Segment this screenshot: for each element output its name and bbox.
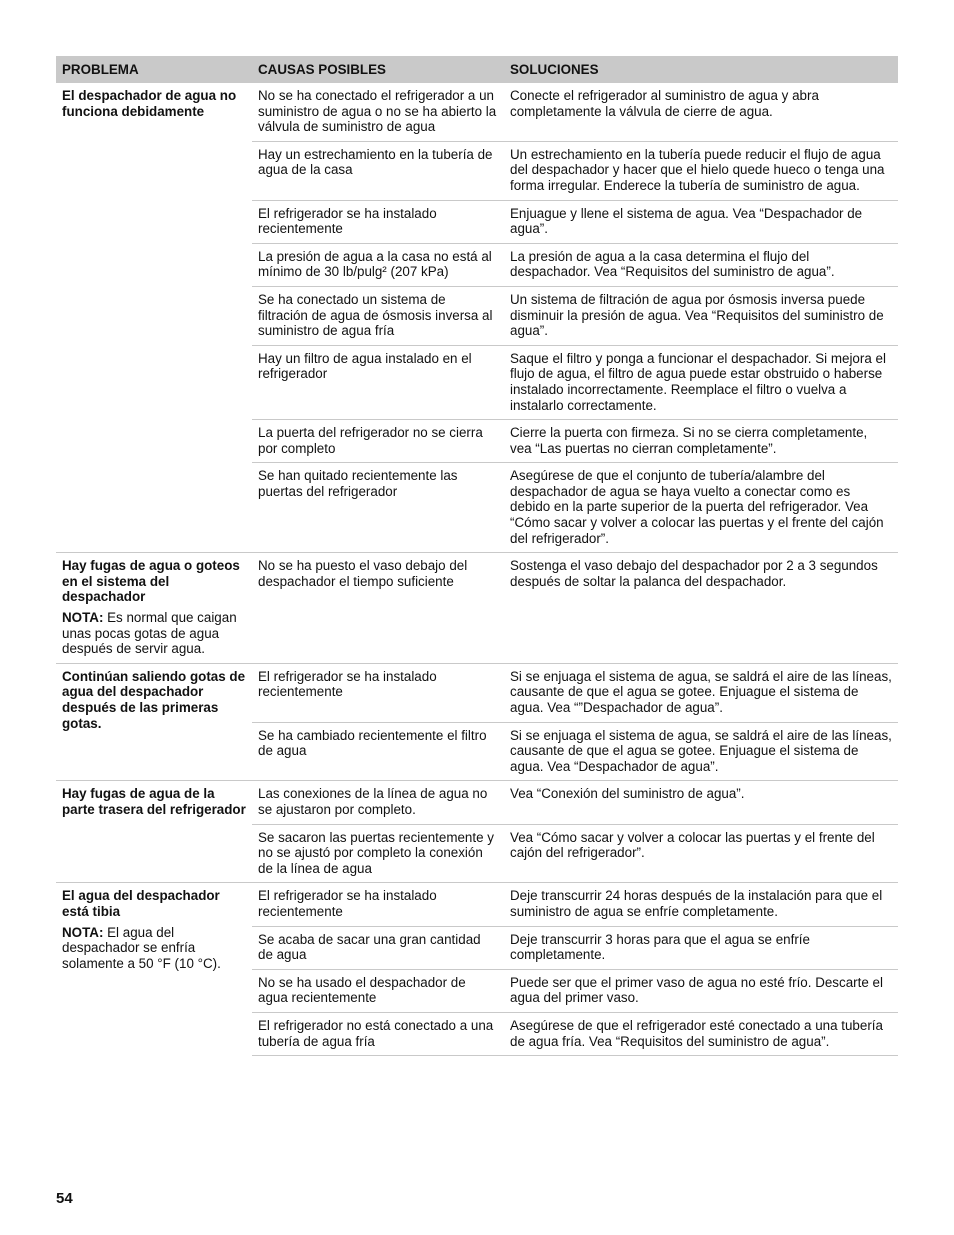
solution-cell: Si se enjuaga el sistema de agua, se saldrá el aire de las líneas, causante de que el agua se gotee. Enjuague el sistema de agua. Vea “”Despachador de agua”. [504,663,898,722]
cause-cell: Se han quitado recientemente las puertas del refrigerador [252,463,504,553]
solution-cell: Vea “Conexión del suministro de agua”. [504,781,898,824]
solution-cell: La presión de agua a la casa determina el flujo del despachador. Vea “Requisitos del suministro de agua”. [504,243,898,286]
problem-title: Hay fugas de agua o goteos en el sistema del despachador [62,558,240,605]
solution-cell: Vea “Cómo sacar y volver a colocar las puertas y el frente del cajón del refrigerador”. [504,824,898,883]
cause-cell: El refrigerador no está conectado a una tubería de agua fría [252,1012,504,1055]
table-header-row [56,56,898,83]
problem-title: El despachador de agua no funciona debidamente [62,88,237,119]
cause-cell: Se ha cambiado recientemente el filtro de agua [252,722,504,781]
cause-cell: Se acaba de sacar una gran cantidad de agua [252,926,504,969]
note-text: Es normal que caigan unas pocas gotas de agua después de servir agua. [62,610,237,657]
cause-cell: Hay un filtro de agua instalado en el refrigerador [252,345,504,419]
cause-cell: La presión de agua a la casa no está al mínimo de 30 lb/pulg² (207 kPa) [252,243,504,286]
note-label: NOTA: [62,924,104,940]
cause-cell: Las conexiones de la línea de agua no se ajustaron por completo. [252,781,504,824]
table-row [56,781,898,824]
note-label: NOTA: [62,610,104,626]
problem-note [62,610,246,657]
problem-cell [56,83,252,553]
problem-title: Continúan saliendo gotas de agua del despachador después de las primeras gotas. [62,668,246,731]
page-number: 54 [56,1190,73,1207]
solution-cell: Enjuague y llene el sistema de agua. Vea “Despachador de agua”. [504,200,898,243]
solution-cell: Deje transcurrir 3 horas para que el agua se enfríe completamente. [504,926,898,969]
cause-cell: Se sacaron las puertas recientemente y no se ajustó por completo la conexión de la línea de agua [252,824,504,883]
solution-cell: Saque el filtro y ponga a funcionar el despachador. Si mejora el flujo de agua, el filtro de agua puede estar obstruido o haberse instalado incorrectamente. Reemplace el filtro o vuelva a instalarlo correctamente. [504,345,898,419]
solution-cell: Conecte el refrigerador al suministro de agua y abra completamente la válvula de cierre de agua. [504,83,898,142]
cause-cell: El refrigerador se ha instalado recientemente [252,200,504,243]
solution-cell: Si se enjuaga el sistema de agua, se saldrá el aire de las líneas, causante de que el agua se gotee. Enjuague el sistema de agua. Vea “Despachador de agua”. [504,722,898,781]
cause-cell: La puerta del refrigerador no se cierra por completo [252,420,504,463]
cause-cell: Hay un estrechamiento en la tubería de agua de la casa [252,141,504,200]
cause-cell: El refrigerador se ha instalado recientemente [252,883,504,926]
problem-title: Hay fugas de agua de la parte trasera del refrigerador [62,786,246,817]
solution-cell: Un estrechamiento en la tubería puede reducir el flujo de agua del despachador y hacer que el hielo quede hueco o tenga una forma irregular. Enderece la tubería de suministro de agua. [504,141,898,200]
problem-title: El agua del despachador está tibia [62,888,220,919]
problem-cell [56,883,252,1056]
problem-cell [56,781,252,883]
table-row [56,83,898,142]
troubleshooting-table [56,56,898,1056]
cause-cell: Se ha conectado un sistema de filtración de agua de ósmosis inversa al suministro de agua fría [252,286,504,345]
table-body [56,83,898,1056]
header-causas: CAUSAS POSIBLES [252,56,504,83]
problem-note [62,925,246,972]
solution-cell: Asegúrese de que el conjunto de tubería/alambre del despachador de agua se haya vuelto a conectar como es debido en la parte superior de la puerta del refrigerador. Vea “Cómo sacar y volver a colocar las puertas y el frente del cajón del refrigerador”. [504,463,898,553]
cause-cell: El refrigerador se ha instalado recientemente [252,663,504,722]
cause-cell: No se ha conectado el refrigerador a un suministro de agua o no se ha abierto la válvula de suministro de agua [252,83,504,142]
solution-cell: Cierre la puerta con firmeza. Si no se cierra completamente, vea “Las puertas no cierran completamente”. [504,420,898,463]
table-row [56,663,898,722]
table-row [56,553,898,664]
problem-cell [56,663,252,781]
solution-cell: Deje transcurrir 24 horas después de la instalación para que el suministro de agua se enfríe completamente. [504,883,898,926]
note-text: El agua del despachador se enfría solamente a 50 °F (10 °C). [62,924,221,971]
problem-cell [56,553,252,664]
troubleshooting-page [56,56,898,1056]
table-row [56,883,898,926]
header-problema: PROBLEMA [56,56,252,83]
header-soluciones: SOLUCIONES [504,56,898,83]
solution-cell: Asegúrese de que el refrigerador esté conectado a una tubería de agua fría. Vea “Requisitos del suministro de agua”. [504,1012,898,1055]
solution-cell: Un sistema de filtración de agua por ósmosis inversa puede disminuir la presión de agua. Vea “Requisitos del suministro de agua”. [504,286,898,345]
solution-cell: Puede ser que el primer vaso de agua no esté frío. Descarte el agua del primer vaso. [504,969,898,1012]
solution-cell: Sostenga el vaso debajo del despachador por 2 a 3 segundos después de soltar la palanca del despachador. [504,553,898,664]
cause-cell: No se ha usado el despachador de agua recientemente [252,969,504,1012]
cause-cell: No se ha puesto el vaso debajo del despachador el tiempo suficiente [252,553,504,664]
